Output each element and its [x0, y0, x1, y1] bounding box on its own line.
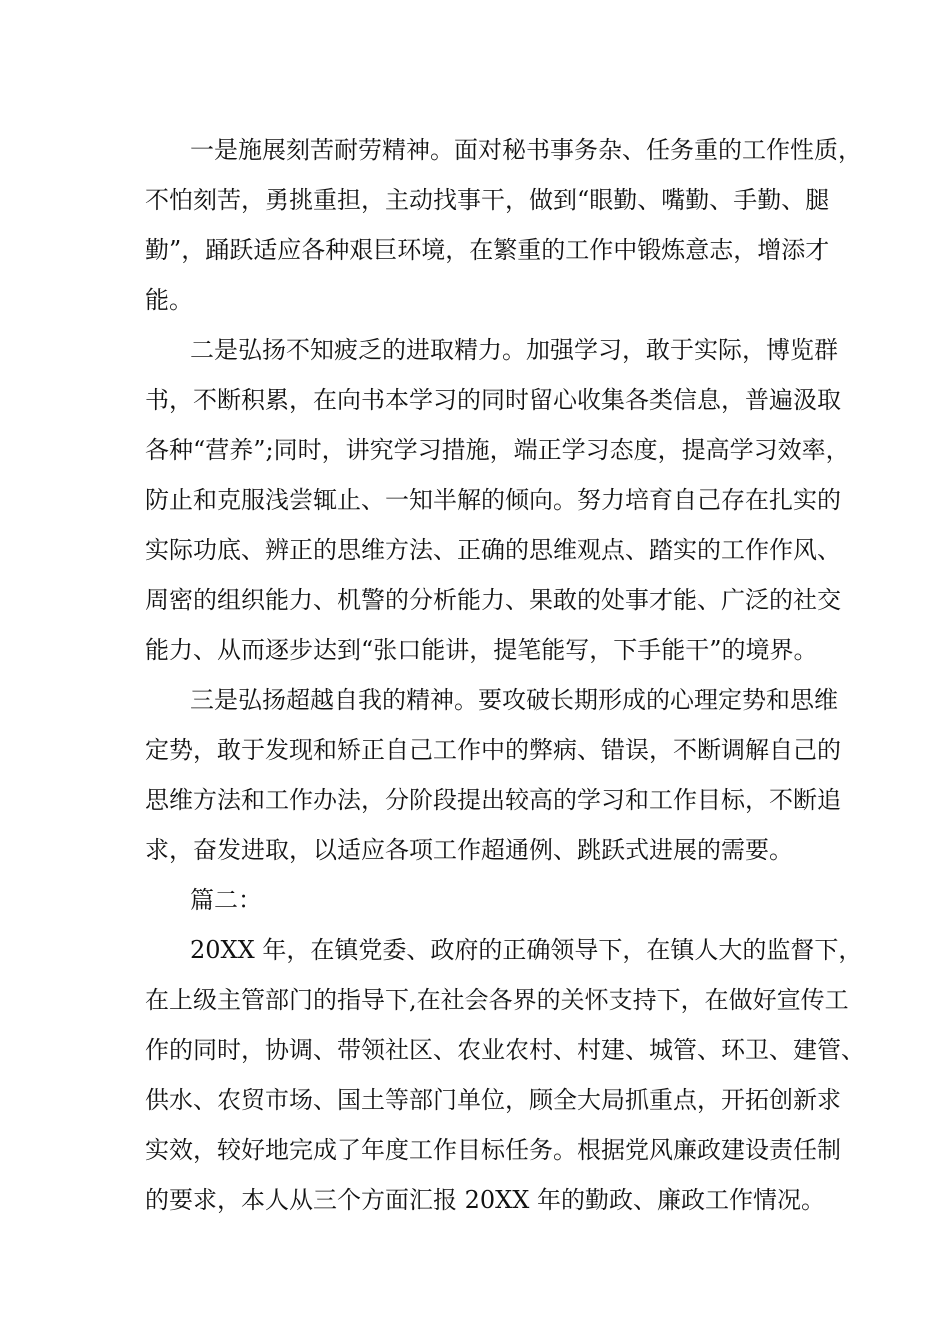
- text-line: 书，不断积累，在向书本学习的同时留心收集各类信息，普遍汲取: [145, 386, 841, 414]
- text-line: 二是弘扬不知疲乏的进取精力。加强学习，敢于实际，博览群: [190, 336, 838, 364]
- text-line: 20XX 年，在镇党委、政府的正确领导下，在镇人大的监督下，: [190, 936, 863, 964]
- text-line: 在上级主管部门的指导下,在社会各界的关怀支持下，在做好宣传工: [145, 986, 849, 1014]
- text-line: 能力、从而逐步达到“张口能讲，提笔能写，下手能干”的境界。: [145, 636, 818, 664]
- text-line: 不怕刻苦，勇挑重担，主动找事干，做到“眼勤、嘴勤、手勤、腿: [145, 186, 830, 214]
- text-line: 供水、农贸市场、国土等部门单位，顾全大局抓重点，开拓创新求: [145, 1086, 841, 1114]
- text-line: 能。: [145, 286, 193, 314]
- text-line: 防止和克服浅尝辄止、一知半解的倾向。努力培育自己存在扎实的: [145, 486, 841, 514]
- text-line: 思维方法和工作办法，分阶段提出较高的学习和工作目标，不断追: [145, 786, 841, 814]
- text-line: 三是弘扬超越自我的精神。要攻破长期形成的心理定势和思维: [190, 686, 838, 714]
- text-line: 作的同时，协调、带领社区、农业农村、村建、城管、环卫、建管、: [145, 1036, 865, 1064]
- text-line: 定势，敢于发现和矫正自己工作中的弊病、错误，不断调解自己的: [145, 736, 841, 764]
- text-line: 求，奋发进取，以适应各项工作超通例、跳跃式进展的需要。: [145, 836, 793, 864]
- section-heading: 篇二：: [190, 886, 262, 914]
- text-line: 实效，较好地完成了年度工作目标任务。根据党风廉政建设责任制: [145, 1136, 841, 1164]
- text-line: 各种“营养”;同时，讲究学习措施，端正学习态度，提高学习效率，: [145, 436, 850, 464]
- text-line: 的要求，本人从三个方面汇报 20XX 年的勤政、廉政工作情况。: [145, 1186, 825, 1214]
- text-line: 一是施展刻苦耐劳精神。面对秘书事务杂、任务重的工作性质，: [190, 136, 862, 164]
- text-line: 勤”，踊跃适应各种艰巨环境，在繁重的工作中锻炼意志，增添才: [145, 236, 830, 264]
- text-line: 实际功底、辨正的思维方法、正确的思维观点、踏实的工作作风、: [145, 536, 841, 564]
- text-line: 周密的组织能力、机警的分析能力、果敢的处事才能、广泛的社交: [145, 586, 841, 614]
